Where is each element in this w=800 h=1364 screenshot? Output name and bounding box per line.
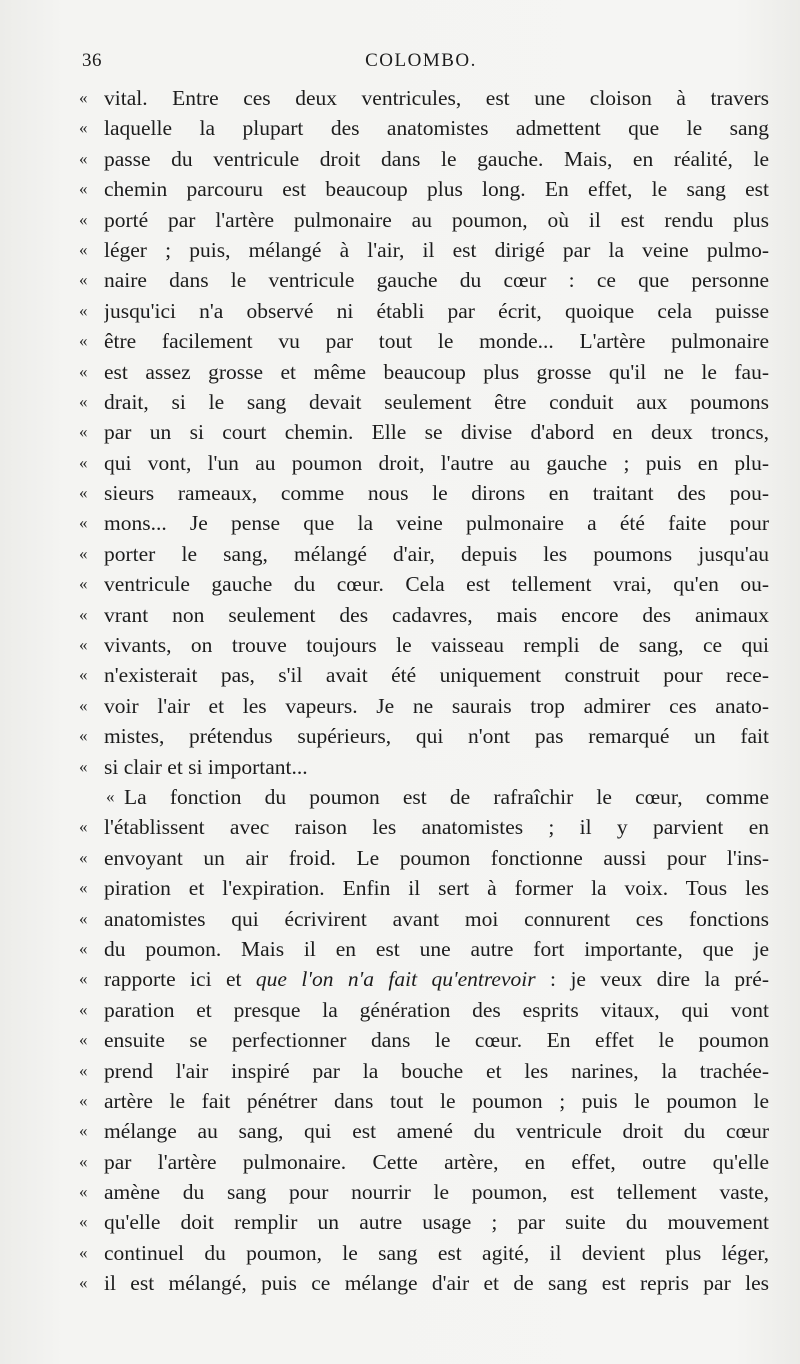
quote-mark: « xyxy=(79,422,88,442)
quote-mark: « xyxy=(106,786,115,806)
text-line xyxy=(0,235,800,265)
quote-mark: « xyxy=(79,574,88,594)
line-text: mons... Je pense que la veine pulmonaire a été faite pour xyxy=(104,511,769,536)
line-text: naire dans le ventricule gauche du cœur : ce que personne xyxy=(104,268,769,293)
line-text: paration et presque la génération des esprits vitaux, qui vont xyxy=(104,997,769,1022)
line-text: vrant non seulement des cadavres, mais encore des animaux xyxy=(104,602,769,627)
text-line xyxy=(0,539,800,569)
line-text: est assez grosse et même beaucoup plus grosse qu'il ne le fau- xyxy=(104,359,769,384)
text-line xyxy=(0,995,800,1025)
text-line xyxy=(0,630,800,660)
line-text: du poumon. Mais il en est une autre fort importante, que je xyxy=(104,936,769,961)
line-text: prend l'air inspiré par la bouche et les narines, la trachée- xyxy=(104,1058,769,1083)
text-line xyxy=(0,934,800,964)
quote-mark: « xyxy=(79,1121,88,1141)
line-text: qui vont, l'un au poumon droit, l'autre au gauche ; puis en plu- xyxy=(104,450,769,475)
line-text: laquelle la plupart des anatomistes admettent que le sang xyxy=(104,116,769,141)
line-text: drait, si le sang devait seulement être conduit aux poumons xyxy=(104,389,769,414)
line-text: n'existerait pas, s'il avait été uniquement construit pour rece- xyxy=(104,663,769,688)
text-line xyxy=(0,83,800,113)
text-line xyxy=(0,508,800,538)
line-text: ensuite se perfectionner dans le cœur. En effet le poumon xyxy=(104,1028,769,1053)
quote-mark: « xyxy=(79,847,88,867)
text-line xyxy=(0,904,800,934)
text-line xyxy=(0,1025,800,1055)
text-line xyxy=(0,205,800,235)
text-line xyxy=(0,326,800,356)
text-line xyxy=(0,1268,800,1298)
line-text: léger ; puis, mélangé à l'air, il est dirigé par la veine pulmo- xyxy=(104,237,769,262)
quote-mark: « xyxy=(79,635,88,655)
quote-mark: « xyxy=(79,148,88,168)
text-line xyxy=(0,964,800,994)
text-line xyxy=(0,113,800,143)
line-text: passe du ventricule droit dans le gauche. Mais, en réalité, le xyxy=(104,146,769,171)
quote-mark: « xyxy=(79,209,88,229)
line-text: La fonction du poumon est de rafraîchir le cœur, comme xyxy=(124,784,769,809)
line-text: il est mélangé, puis ce mélange d'air et de sang est repris par les xyxy=(104,1271,769,1296)
line-text: qu'elle doit remplir un autre usage ; par suite du mouvement xyxy=(104,1210,769,1235)
page-header xyxy=(82,50,760,74)
line-text: porté par l'artère pulmonaire au poumon, où il est rendu plus xyxy=(104,207,769,232)
text-line xyxy=(0,448,800,478)
quote-mark: « xyxy=(79,391,88,411)
quote-mark: « xyxy=(79,1182,88,1202)
quote-mark: « xyxy=(79,938,88,958)
line-text: par l'artère pulmonaire. Cette artère, en effet, outre qu'elle xyxy=(104,1149,769,1174)
line-text: mistes, prétendus supérieurs, qui n'ont pas remarqué un fait xyxy=(104,724,769,749)
text-line xyxy=(0,600,800,630)
text-line xyxy=(0,1086,800,1116)
quote-mark: « xyxy=(79,300,88,320)
line-text: voir l'air et les vapeurs. Je ne saurais trop admirer ces anato- xyxy=(104,693,769,718)
quote-mark: « xyxy=(79,1242,88,1262)
quote-mark: « xyxy=(79,179,88,199)
line-text: vivants, on trouve toujours le vaisseau rempli de sang, ce qui xyxy=(104,633,769,658)
text-line xyxy=(0,812,800,842)
quote-mark: « xyxy=(79,452,88,472)
quote-mark: « xyxy=(79,239,88,259)
line-text: mélange au sang, qui est amené du ventricule droit du cœur xyxy=(104,1119,769,1144)
text-line xyxy=(0,144,800,174)
quote-mark: « xyxy=(79,969,88,989)
text-line xyxy=(0,265,800,295)
line-text: continuel du poumon, le sang est agité, il devient plus léger, xyxy=(104,1240,769,1265)
quote-mark: « xyxy=(79,483,88,503)
quote-mark: « xyxy=(79,695,88,715)
text-line xyxy=(0,478,800,508)
quote-mark: « xyxy=(79,878,88,898)
text-line xyxy=(0,357,800,387)
quote-mark: « xyxy=(79,270,88,290)
line-text-before: rapporte ici et xyxy=(104,967,256,992)
line-text: sieurs rameaux, comme nous le dirons en traitant des pou- xyxy=(104,481,769,506)
text-line xyxy=(0,1207,800,1237)
text-line xyxy=(0,569,800,599)
line-text: ventricule gauche du cœur. Cela est tellement vrai, qu'en ou- xyxy=(104,572,769,597)
text-line xyxy=(0,1116,800,1146)
italic-phrase: que l'on n'a fait qu'entrevoir xyxy=(255,967,536,992)
quote-mark: « xyxy=(79,118,88,138)
line-text: porter le sang, mélangé d'air, depuis les poumons jusqu'au xyxy=(104,541,769,566)
line-text: anatomistes qui écrivirent avant moi connurent ces fonctions xyxy=(104,906,769,931)
paragraph-start-line xyxy=(0,782,800,812)
text-line xyxy=(0,660,800,690)
quote-mark: « xyxy=(79,361,88,381)
text-line xyxy=(0,691,800,721)
body-text xyxy=(0,83,800,1299)
quote-mark: « xyxy=(79,817,88,837)
line-text: envoyant un air froid. Le poumon fonctionne aussi pour l'ins- xyxy=(104,845,769,870)
quote-mark: « xyxy=(79,543,88,563)
quote-mark: « xyxy=(79,513,88,533)
line-text: piration et l'expiration. Enfin il sert à former la voix. Tous les xyxy=(104,876,769,901)
quote-mark: « xyxy=(79,999,88,1019)
quote-mark: « xyxy=(79,726,88,746)
line-text: être facilement vu par tout le monde... L'artère pulmonaire xyxy=(104,329,769,354)
text-line xyxy=(0,1238,800,1268)
page-number: 36 xyxy=(82,50,102,71)
running-head: COLOMBO. xyxy=(365,50,477,71)
quote-mark: « xyxy=(79,665,88,685)
quote-mark: « xyxy=(79,604,88,624)
text-line xyxy=(0,1177,800,1207)
quote-mark: « xyxy=(79,1030,88,1050)
quote-mark: « xyxy=(79,1212,88,1232)
text-line xyxy=(0,174,800,204)
line-text: par un si court chemin. Elle se divise d'abord en deux troncs, xyxy=(104,420,769,445)
quote-mark: « xyxy=(79,1151,88,1171)
quote-mark: « xyxy=(79,1273,88,1293)
text-line xyxy=(0,721,800,751)
line-text: l'établissent avec raison les anatomistes ; il y parvient en xyxy=(104,815,769,840)
text-line xyxy=(0,1147,800,1177)
line-text: si clair et si important... xyxy=(104,754,308,779)
text-line xyxy=(0,873,800,903)
line-text-after: : je veux dire la pré- xyxy=(535,967,769,992)
text-line xyxy=(0,1056,800,1086)
text-line xyxy=(0,417,800,447)
text-line xyxy=(0,843,800,873)
line-text: chemin parcouru est beaucoup plus long. En effet, le sang est xyxy=(104,177,769,202)
line-text: vital. Entre ces deux ventricules, est une cloison à travers xyxy=(104,86,769,110)
text-line xyxy=(0,752,800,782)
quote-mark: « xyxy=(79,88,88,107)
line-text: artère le fait pénétrer dans tout le poumon ; puis le poumon le xyxy=(104,1088,769,1113)
quote-mark: « xyxy=(79,331,88,351)
quote-mark: « xyxy=(79,756,88,776)
text-line xyxy=(0,387,800,417)
quote-mark: « xyxy=(79,908,88,928)
quote-mark: « xyxy=(79,1060,88,1080)
line-text: amène du sang pour nourrir le poumon, est tellement vaste, xyxy=(104,1180,769,1205)
line-text xyxy=(104,964,769,994)
quote-mark: « xyxy=(79,1090,88,1110)
line-text: jusqu'ici n'a observé ni établi par écrit, quoique cela puisse xyxy=(104,298,769,323)
text-line xyxy=(0,296,800,326)
